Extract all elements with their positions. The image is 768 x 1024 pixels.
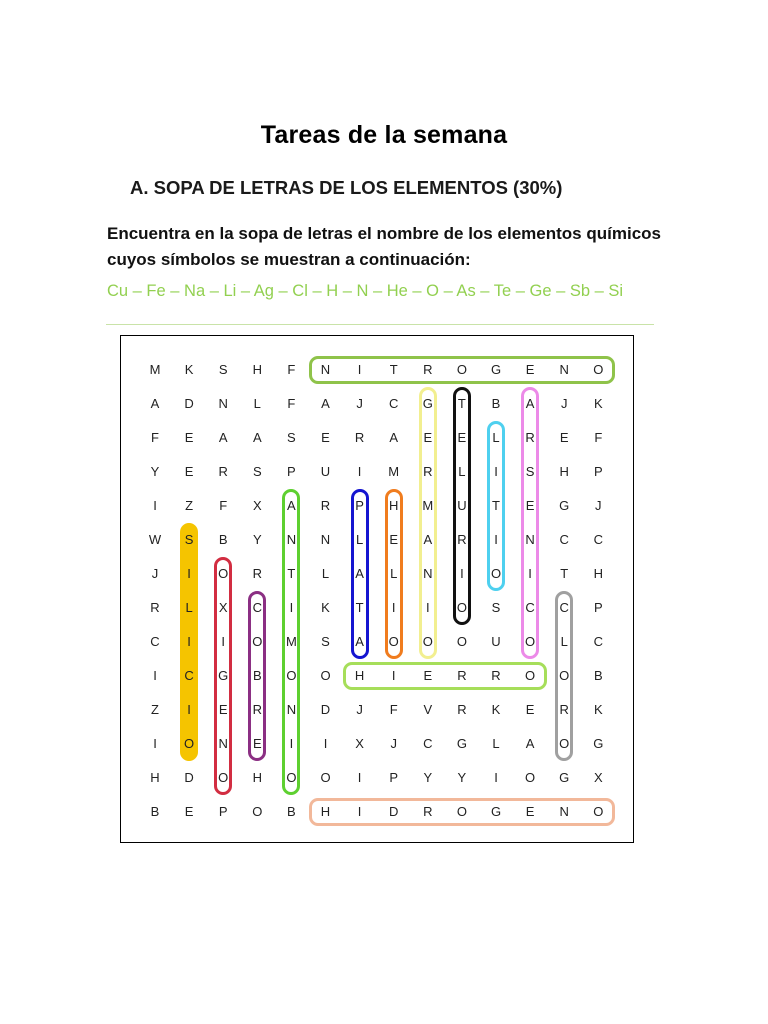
grid-letter: F bbox=[151, 430, 159, 445]
grid-letter: D bbox=[388, 804, 399, 819]
grid-letter: U bbox=[457, 498, 467, 513]
grid-letter: W bbox=[148, 532, 162, 547]
highlight-hierro bbox=[343, 662, 548, 690]
grid-letter: K bbox=[593, 702, 603, 717]
grid-letter: E bbox=[559, 430, 569, 445]
grid-letter: H bbox=[388, 498, 399, 513]
grid-letter: B bbox=[593, 668, 603, 683]
grid-letter: H bbox=[252, 362, 262, 377]
grid-letter: C bbox=[184, 668, 194, 683]
grid-letter: C bbox=[559, 532, 569, 547]
grid-letter: O bbox=[388, 634, 399, 649]
grid-letter: I bbox=[357, 770, 362, 785]
grid-letter: S bbox=[491, 600, 501, 615]
grid-letter: F bbox=[287, 362, 296, 377]
grid-letter: M bbox=[422, 498, 434, 513]
grid-letter: L bbox=[185, 600, 193, 615]
grid-letter: R bbox=[252, 566, 262, 581]
grid-letter: L bbox=[321, 566, 330, 581]
grid-letter: S bbox=[287, 430, 296, 445]
grid-letter: E bbox=[525, 362, 535, 377]
grid-letter: G bbox=[593, 736, 604, 751]
grid-letter: Y bbox=[457, 770, 467, 785]
grid-letter: I bbox=[494, 532, 498, 547]
grid-letter: E bbox=[423, 668, 433, 683]
grid-letter: B bbox=[150, 804, 160, 819]
grid-letter: Z bbox=[185, 498, 194, 513]
page-title: Tareas de la semana bbox=[260, 121, 508, 149]
grid-letter: F bbox=[594, 430, 603, 445]
grid-letter: S bbox=[525, 464, 535, 479]
grid-letter: J bbox=[595, 498, 602, 513]
grid-letter: R bbox=[423, 362, 433, 377]
grid-letter: E bbox=[389, 532, 399, 547]
grid-letter: D bbox=[320, 702, 331, 717]
grid-letter: I bbox=[289, 736, 294, 751]
grid-letter: R bbox=[525, 430, 535, 445]
grid-letter: Y bbox=[252, 532, 262, 547]
grid-letter: J bbox=[356, 702, 363, 717]
grid-letter: I bbox=[391, 668, 396, 683]
grid-letter: J bbox=[356, 396, 363, 411]
grid-letter: J bbox=[151, 566, 159, 581]
grid-letter: I bbox=[425, 600, 430, 615]
grid-letter: E bbox=[184, 464, 194, 479]
grid-letter: A bbox=[355, 566, 364, 581]
grid-letter: F bbox=[389, 702, 398, 717]
grid-letter: P bbox=[593, 600, 603, 615]
grid-letter: X bbox=[252, 498, 262, 513]
grid-letter: G bbox=[490, 804, 502, 819]
grid-letter: E bbox=[184, 430, 194, 445]
grid-letter: O bbox=[593, 362, 604, 377]
grid-letter: F bbox=[287, 396, 296, 411]
grid-letter: O bbox=[490, 566, 502, 581]
grid-letter: G bbox=[559, 770, 570, 785]
grid-letter: G bbox=[559, 498, 570, 513]
grid-letter: O bbox=[286, 770, 297, 785]
grid-letter: N bbox=[320, 532, 331, 547]
grid-letter: R bbox=[218, 464, 228, 479]
grid-letter: E bbox=[525, 702, 535, 717]
grid-letter: Y bbox=[150, 464, 160, 479]
grid-letter: B bbox=[491, 396, 501, 411]
instructions-text: Encuentra en la sopa de letras el nombre de los elementos químicos cuyos símbolos se muestran a continuación: bbox=[107, 224, 661, 269]
grid-letter: L bbox=[355, 532, 364, 547]
grid-letter: M bbox=[149, 362, 161, 377]
grid-letter: J bbox=[390, 736, 397, 751]
grid-letter: O bbox=[218, 566, 229, 581]
grid-letter: I bbox=[153, 736, 157, 751]
grid-letter: E bbox=[423, 430, 433, 445]
grid-letter: U bbox=[491, 634, 501, 649]
grid-letter: A bbox=[150, 396, 160, 411]
grid-letter: N bbox=[320, 362, 331, 377]
grid-letter: P bbox=[355, 498, 364, 513]
grid-letter: I bbox=[187, 702, 191, 717]
grid-letter: I bbox=[494, 770, 498, 785]
grid-letter: Z bbox=[151, 702, 159, 717]
grid-letter: L bbox=[492, 430, 500, 445]
grid-letter: R bbox=[320, 498, 331, 513]
grid-letter: N bbox=[218, 736, 228, 751]
grid-letter: J bbox=[560, 396, 568, 411]
divider-line bbox=[106, 324, 654, 325]
grid-letter: E bbox=[184, 804, 194, 819]
grid-letter: L bbox=[253, 396, 261, 411]
grid-letter: A bbox=[218, 430, 228, 445]
grid-letter: S bbox=[252, 464, 262, 479]
grid-letter: E bbox=[218, 702, 228, 717]
grid-letter: E bbox=[321, 430, 330, 445]
grid-letter: O bbox=[525, 770, 536, 785]
grid-letter: G bbox=[490, 362, 502, 377]
grid-letter: T bbox=[457, 396, 466, 411]
grid-letter: H bbox=[150, 770, 160, 785]
grid-letter: P bbox=[389, 770, 399, 785]
grid-letter: I bbox=[391, 600, 396, 615]
grid-letter: O bbox=[456, 804, 467, 819]
grid-letter: R bbox=[354, 430, 365, 445]
element-symbols-list: Cu – Fe – Na – Li – Ag – Cl – H – N – He – O – As – Te – Ge – Sb – Si bbox=[107, 282, 624, 300]
grid-letter: K bbox=[321, 600, 330, 615]
grid-letter: R bbox=[457, 702, 467, 717]
grid-letter: C bbox=[593, 532, 603, 547]
grid-letter: O bbox=[422, 634, 433, 649]
grid-letter: R bbox=[150, 600, 160, 615]
grid-letter: G bbox=[218, 668, 229, 683]
grid-letter: I bbox=[153, 498, 157, 513]
grid-letter: A bbox=[423, 532, 433, 547]
grid-letter: O bbox=[559, 736, 570, 751]
grid-letter: R bbox=[423, 464, 433, 479]
grid-letter: X bbox=[218, 600, 228, 615]
grid-letter: H bbox=[354, 668, 365, 683]
grid-letter: E bbox=[525, 804, 535, 819]
grid-letter: I bbox=[357, 362, 362, 377]
grid-letter: H bbox=[559, 464, 569, 479]
grid-letter: I bbox=[187, 634, 191, 649]
grid-letter: I bbox=[528, 566, 532, 581]
grid-letter: R bbox=[423, 804, 433, 819]
grid-letter: B bbox=[252, 668, 262, 683]
grid-letter: B bbox=[218, 532, 228, 547]
grid-letter: K bbox=[184, 362, 194, 377]
grid-letter: S bbox=[321, 634, 330, 649]
grid-letter: P bbox=[287, 464, 296, 479]
grid-letter: N bbox=[218, 396, 228, 411]
grid-letter: I bbox=[357, 804, 362, 819]
grid-letter: K bbox=[593, 396, 603, 411]
grid-letter: N bbox=[423, 566, 433, 581]
grid-letter: G bbox=[422, 396, 433, 411]
grid-letter: O bbox=[456, 600, 467, 615]
grid-letter: E bbox=[252, 736, 262, 751]
grid-letter: A bbox=[389, 430, 399, 445]
grid-letter: F bbox=[219, 498, 228, 513]
grid-letter: L bbox=[390, 566, 398, 581]
grid-letter: R bbox=[457, 668, 467, 683]
grid-letter: N bbox=[559, 804, 569, 819]
grid-letter: I bbox=[494, 464, 498, 479]
grid-letter: C bbox=[252, 600, 262, 615]
grid-letter: A bbox=[321, 396, 330, 411]
grid-letter: G bbox=[456, 736, 467, 751]
grid-letter: A bbox=[287, 498, 296, 513]
grid-letter: T bbox=[389, 362, 398, 377]
grid-letter: H bbox=[320, 804, 331, 819]
grid-letter: A bbox=[525, 396, 535, 411]
grid-letter: K bbox=[491, 702, 501, 717]
grid-letter: O bbox=[525, 668, 536, 683]
grid-letter: T bbox=[287, 566, 296, 581]
grid-letter: I bbox=[323, 736, 328, 751]
grid-letter: V bbox=[423, 702, 433, 717]
grid-letter: T bbox=[560, 566, 569, 581]
grid-letter: O bbox=[559, 668, 570, 683]
grid-letter: O bbox=[286, 668, 297, 683]
grid-letter: S bbox=[218, 362, 228, 377]
grid-letter: L bbox=[492, 736, 500, 751]
grid-letter: M bbox=[285, 634, 297, 649]
grid-letter: X bbox=[355, 736, 364, 751]
grid-letter: Y bbox=[423, 770, 433, 785]
grid-letter: H bbox=[593, 566, 603, 581]
grid-letter: T bbox=[355, 600, 364, 615]
grid-letter: E bbox=[457, 430, 467, 445]
grid-letter: R bbox=[491, 668, 501, 683]
grid-letter: A bbox=[355, 634, 364, 649]
grid-letter: O bbox=[320, 668, 331, 683]
grid-letter: I bbox=[357, 464, 362, 479]
grid-letter: C bbox=[388, 396, 399, 411]
grid-letter: I bbox=[153, 668, 157, 683]
grid-letter: O bbox=[456, 634, 467, 649]
grid-letter: L bbox=[458, 464, 466, 479]
grid-letter: O bbox=[252, 634, 263, 649]
grid-letter: D bbox=[184, 396, 194, 411]
word-search-grid bbox=[120, 335, 634, 843]
grid-letter: P bbox=[593, 464, 603, 479]
grid-letter: O bbox=[218, 770, 229, 785]
grid-letter: I bbox=[187, 566, 191, 581]
grid-letter: R bbox=[559, 702, 569, 717]
grid-letter: I bbox=[289, 600, 294, 615]
grid-letter: C bbox=[525, 600, 535, 615]
grid-letter: C bbox=[423, 736, 433, 751]
grid-letter: R bbox=[252, 702, 262, 717]
grid-letter: N bbox=[525, 532, 535, 547]
grid-letter: E bbox=[525, 498, 535, 513]
grid-letter: O bbox=[320, 770, 331, 785]
grid-letter: M bbox=[388, 464, 400, 479]
grid-letter: R bbox=[457, 532, 467, 547]
grid-letter: D bbox=[184, 770, 194, 785]
grid-letter: T bbox=[492, 498, 500, 513]
grid-letter: P bbox=[218, 804, 228, 819]
grid-letter: C bbox=[150, 634, 160, 649]
grid-letter: B bbox=[287, 804, 296, 819]
grid-letter: O bbox=[184, 736, 195, 751]
grid-letter: O bbox=[593, 804, 604, 819]
grid-letter: O bbox=[252, 804, 263, 819]
grid-letter: C bbox=[593, 634, 603, 649]
section-heading: A. SOPA DE LETRAS DE LOS ELEMENTOS (30%) bbox=[130, 177, 563, 198]
grid-letter: C bbox=[559, 600, 569, 615]
grid-letter: L bbox=[560, 634, 568, 649]
grid-letter: I bbox=[460, 566, 464, 581]
grid-letter: A bbox=[525, 736, 535, 751]
grid-letter: A bbox=[252, 430, 262, 445]
grid-letter: N bbox=[286, 702, 297, 717]
grid-letter: H bbox=[252, 770, 262, 785]
grid-letter: I bbox=[221, 634, 225, 649]
grid-letter: N bbox=[559, 362, 569, 377]
grid-letter: N bbox=[286, 532, 297, 547]
grid-letter: O bbox=[456, 362, 467, 377]
grid-letter: S bbox=[184, 532, 194, 547]
grid-letter: X bbox=[593, 770, 603, 785]
grid-letter: O bbox=[525, 634, 536, 649]
grid-letter: U bbox=[320, 464, 331, 479]
